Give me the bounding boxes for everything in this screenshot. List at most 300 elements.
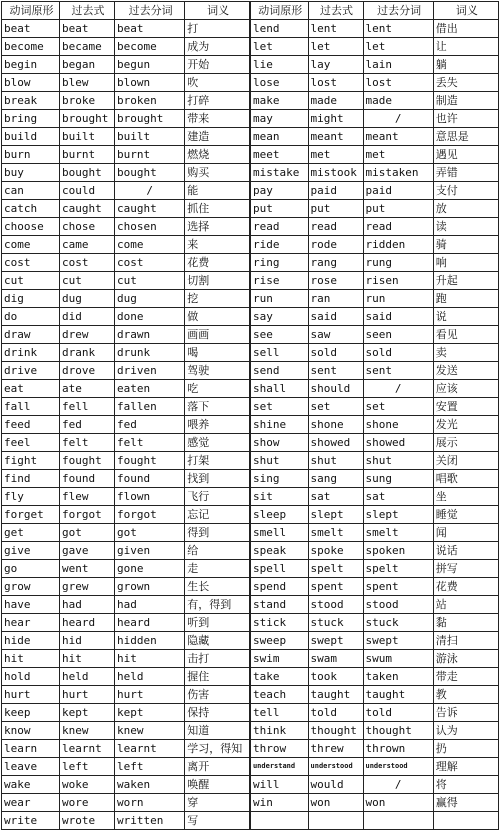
meaning-cell: 卖 — [433, 344, 498, 362]
past-participle-cell: cut — [115, 272, 185, 290]
meaning-cell: 离开 — [185, 758, 250, 776]
meaning-cell: 看见 — [433, 326, 498, 344]
past-participle-cell: ridden — [363, 236, 433, 254]
meaning-cell: 说话 — [433, 542, 498, 560]
meaning-cell: 喝 — [185, 344, 250, 362]
past-tense-cell: stood — [308, 596, 363, 614]
meaning-cell: 伤害 — [185, 686, 250, 704]
header-meaning-right: 词义 — [433, 2, 498, 20]
base-form-cell: show — [250, 434, 308, 452]
past-participle-cell: dug — [115, 290, 185, 308]
past-tense-cell: gave — [60, 542, 115, 560]
table-row — [2, 506, 499, 524]
base-form-cell: wear — [2, 794, 60, 812]
base-form-cell: spell — [250, 560, 308, 578]
meaning-cell: 告诉 — [433, 704, 498, 722]
past-tense-cell: left — [60, 758, 115, 776]
past-participle-cell: drunk — [115, 344, 185, 362]
meaning-cell: 打碎 — [185, 92, 250, 110]
past-participle-cell: lain — [363, 56, 433, 74]
past-tense-cell: showed — [308, 434, 363, 452]
base-form-cell: sit — [250, 488, 308, 506]
past-participle-cell: come — [115, 236, 185, 254]
meaning-cell: 响 — [433, 254, 498, 272]
past-participle-cell: cost — [115, 254, 185, 272]
meaning-cell: 弄错 — [433, 164, 498, 182]
table-row — [2, 470, 499, 488]
past-participle-cell: drawn — [115, 326, 185, 344]
base-form-cell: meet — [250, 146, 308, 164]
table-row — [2, 758, 499, 776]
base-form-cell: win — [250, 794, 308, 812]
base-form-cell: shall — [250, 380, 308, 398]
base-form-cell: break — [2, 92, 60, 110]
base-form-cell: mistake — [250, 164, 308, 182]
meaning-cell: 落下 — [185, 398, 250, 416]
past-tense-cell: should — [308, 380, 363, 398]
past-tense-cell: swept — [308, 632, 363, 650]
base-form-cell: drink — [2, 344, 60, 362]
base-form-cell: let — [250, 38, 308, 56]
past-participle-cell: hit — [115, 650, 185, 668]
base-form-cell: see — [250, 326, 308, 344]
past-tense-cell: fought — [60, 452, 115, 470]
table-row — [2, 344, 499, 362]
meaning-cell: 保持 — [185, 704, 250, 722]
base-form-cell: keep — [2, 704, 60, 722]
base-form-cell: get — [2, 524, 60, 542]
past-participle-cell: driven — [115, 362, 185, 380]
past-tense-cell: took — [308, 668, 363, 686]
past-tense-cell: might — [308, 110, 363, 128]
meaning-cell: 清扫 — [433, 632, 498, 650]
meaning-cell: 拼写 — [433, 560, 498, 578]
base-form-cell: forget — [2, 506, 60, 524]
base-form-cell: draw — [2, 326, 60, 344]
meaning-cell: 展示 — [433, 434, 498, 452]
meaning-cell: 关闭 — [433, 452, 498, 470]
past-tense-cell: fed — [60, 416, 115, 434]
table-row — [2, 668, 499, 686]
base-form-cell: come — [2, 236, 60, 254]
past-participle-cell: beat — [115, 20, 185, 38]
base-form-cell: swim — [250, 650, 308, 668]
table-row — [2, 92, 499, 110]
base-form-cell: eat — [2, 380, 60, 398]
past-tense-cell: read — [308, 218, 363, 236]
past-participle-cell: stood — [363, 596, 433, 614]
meaning-cell: 能 — [185, 182, 250, 200]
base-form-cell: hit — [2, 650, 60, 668]
past-participle-cell: thought — [363, 722, 433, 740]
meaning-cell — [433, 812, 498, 830]
past-tense-cell: forgot — [60, 506, 115, 524]
past-tense-cell: fell — [60, 398, 115, 416]
past-participle-cell: stuck — [363, 614, 433, 632]
past-participle-cell: seen — [363, 326, 433, 344]
table-row — [2, 326, 499, 344]
meaning-cell: 建造 — [185, 128, 250, 146]
past-tense-cell: flew — [60, 488, 115, 506]
meaning-cell: 走 — [185, 560, 250, 578]
base-form-cell: sing — [250, 470, 308, 488]
past-tense-cell: chose — [60, 218, 115, 236]
past-tense-cell: came — [60, 236, 115, 254]
meaning-cell: 骑 — [433, 236, 498, 254]
meaning-cell: 击打 — [185, 650, 250, 668]
past-tense-cell: swam — [308, 650, 363, 668]
past-tense-cell: burnt — [60, 146, 115, 164]
past-participle-cell: lent — [363, 20, 433, 38]
past-participle-cell: hurt — [115, 686, 185, 704]
base-form-cell: take — [250, 668, 308, 686]
meaning-cell: 感觉 — [185, 434, 250, 452]
base-form-cell: set — [250, 398, 308, 416]
table-row — [2, 578, 499, 596]
base-form-cell: tell — [250, 704, 308, 722]
base-form-cell: pay — [250, 182, 308, 200]
meaning-cell: 认为 — [433, 722, 498, 740]
past-participle-cell: fed — [115, 416, 185, 434]
past-tense-cell: taught — [308, 686, 363, 704]
past-participle-cell: begun — [115, 56, 185, 74]
meaning-cell: 花费 — [433, 578, 498, 596]
past-tense-cell: wrote — [60, 812, 115, 830]
past-participle-cell: risen — [363, 272, 433, 290]
base-form-cell: may — [250, 110, 308, 128]
past-participle-cell: broken — [115, 92, 185, 110]
past-participle-cell: thrown — [363, 740, 433, 758]
past-tense-cell: saw — [308, 326, 363, 344]
base-form-cell: throw — [250, 740, 308, 758]
past-tense-cell: told — [308, 704, 363, 722]
past-tense-cell: drove — [60, 362, 115, 380]
table-row — [2, 218, 499, 236]
meaning-cell: 支付 — [433, 182, 498, 200]
base-form-cell: learn — [2, 740, 60, 758]
meaning-cell: 遇见 — [433, 146, 498, 164]
past-participle-cell: spelt — [363, 560, 433, 578]
past-participle-cell: sat — [363, 488, 433, 506]
past-participle-cell: spent — [363, 578, 433, 596]
table-row — [2, 452, 499, 470]
past-tense-cell: dug — [60, 290, 115, 308]
past-participle-cell: said — [363, 308, 433, 326]
past-participle-cell: taken — [363, 668, 433, 686]
past-tense-cell — [308, 812, 363, 830]
past-tense-cell: sang — [308, 470, 363, 488]
past-tense-cell: learnt — [60, 740, 115, 758]
meaning-cell: 得到 — [185, 524, 250, 542]
base-form-cell: bring — [2, 110, 60, 128]
past-tense-cell: brought — [60, 110, 115, 128]
base-form-cell: go — [2, 560, 60, 578]
past-participle-cell: sung — [363, 470, 433, 488]
past-tense-cell: lay — [308, 56, 363, 74]
past-tense-cell: wore — [60, 794, 115, 812]
meaning-cell: 画画 — [185, 326, 250, 344]
meaning-cell: 躺 — [433, 56, 498, 74]
past-tense-cell: lent — [308, 20, 363, 38]
past-tense-cell: would — [308, 776, 363, 794]
table-row — [2, 254, 499, 272]
meaning-cell: 购买 — [185, 164, 250, 182]
base-form-cell: feel — [2, 434, 60, 452]
meaning-cell: 花费 — [185, 254, 250, 272]
past-participle-cell: swept — [363, 632, 433, 650]
meaning-cell: 丢失 — [433, 74, 498, 92]
base-form-cell: lose — [250, 74, 308, 92]
base-form-cell: lie — [250, 56, 308, 74]
past-participle-cell: sent — [363, 362, 433, 380]
past-tense-cell: held — [60, 668, 115, 686]
past-participle-cell: taught — [363, 686, 433, 704]
past-participle-cell: swum — [363, 650, 433, 668]
past-participle-cell: put — [363, 200, 433, 218]
past-tense-cell: won — [308, 794, 363, 812]
past-participle-cell: learnt — [115, 740, 185, 758]
past-tense-cell: built — [60, 128, 115, 146]
base-form-cell: find — [2, 470, 60, 488]
table-row — [2, 542, 499, 560]
meaning-cell: 站 — [433, 596, 498, 614]
base-form-cell: mean — [250, 128, 308, 146]
past-tense-cell: got — [60, 524, 115, 542]
table-row — [2, 56, 499, 74]
past-participle-cell: let — [363, 38, 433, 56]
base-form-cell: feed — [2, 416, 60, 434]
base-form-cell: hold — [2, 668, 60, 686]
meaning-cell: 安置 — [433, 398, 498, 416]
meaning-cell: 制造 — [433, 92, 498, 110]
base-form-cell: blow — [2, 74, 60, 92]
past-participle-cell: paid — [363, 182, 433, 200]
past-tense-cell: drank — [60, 344, 115, 362]
table-row — [2, 524, 499, 542]
past-tense-cell: beat — [60, 20, 115, 38]
meaning-cell: 唱歌 — [433, 470, 498, 488]
past-participle-cell: mistaken — [363, 164, 433, 182]
meaning-cell: 抓住 — [185, 200, 250, 218]
meaning-cell: 也许 — [433, 110, 498, 128]
meaning-cell: 带来 — [185, 110, 250, 128]
meaning-cell: 听到 — [185, 614, 250, 632]
meaning-cell: 燃烧 — [185, 146, 250, 164]
table-row — [2, 236, 499, 254]
meaning-cell: 切割 — [185, 272, 250, 290]
base-form-cell: will — [250, 776, 308, 794]
base-form-cell: leave — [2, 758, 60, 776]
past-participle-cell: shut — [363, 452, 433, 470]
past-tense-cell: blew — [60, 74, 115, 92]
past-tense-cell: rang — [308, 254, 363, 272]
meaning-cell: 打架 — [185, 452, 250, 470]
meaning-cell: 发送 — [433, 362, 498, 380]
base-form-cell: drive — [2, 362, 60, 380]
base-form-cell: buy — [2, 164, 60, 182]
base-form-cell: cut — [2, 272, 60, 290]
table-row — [2, 416, 499, 434]
meaning-cell: 隐藏 — [185, 632, 250, 650]
table-row — [2, 722, 499, 740]
meaning-cell: 忘记 — [185, 506, 250, 524]
table-row — [2, 200, 499, 218]
base-form-cell: hurt — [2, 686, 60, 704]
past-tense-cell: ran — [308, 290, 363, 308]
past-tense-cell: spoke — [308, 542, 363, 560]
past-participle-cell: meant — [363, 128, 433, 146]
past-tense-cell: met — [308, 146, 363, 164]
past-tense-cell: went — [60, 560, 115, 578]
meaning-cell: 说 — [433, 308, 498, 326]
past-tense-cell: meant — [308, 128, 363, 146]
meaning-cell: 应该 — [433, 380, 498, 398]
past-participle-cell: / — [363, 776, 433, 794]
past-tense-cell: drew — [60, 326, 115, 344]
base-form-cell: fight — [2, 452, 60, 470]
meaning-cell: 黏 — [433, 614, 498, 632]
meaning-cell: 吹 — [185, 74, 250, 92]
table-row — [2, 632, 499, 650]
meaning-cell: 赢得 — [433, 794, 498, 812]
past-tense-cell: set — [308, 398, 363, 416]
meaning-cell: 来 — [185, 236, 250, 254]
base-form-cell: begin — [2, 56, 60, 74]
past-participle-cell: met — [363, 146, 433, 164]
base-form-cell: lend — [250, 20, 308, 38]
past-tense-cell: caught — [60, 200, 115, 218]
past-participle-cell: made — [363, 92, 433, 110]
meaning-cell: 带走 — [433, 668, 498, 686]
header-past-participle-left: 过去分词 — [115, 2, 185, 20]
past-tense-cell: mistook — [308, 164, 363, 182]
table-row — [2, 146, 499, 164]
past-tense-cell: grew — [60, 578, 115, 596]
base-form-cell: rise — [250, 272, 308, 290]
meaning-cell: 唤醒 — [185, 776, 250, 794]
past-tense-cell: found — [60, 470, 115, 488]
past-tense-cell: ate — [60, 380, 115, 398]
past-participle-cell: knew — [115, 722, 185, 740]
table-row — [2, 650, 499, 668]
past-tense-cell: said — [308, 308, 363, 326]
past-participle-cell: / — [363, 110, 433, 128]
base-form-cell: send — [250, 362, 308, 380]
table-row — [2, 290, 499, 308]
past-tense-cell: cost — [60, 254, 115, 272]
table-row — [2, 38, 499, 56]
meaning-cell: 放 — [433, 200, 498, 218]
past-tense-cell: did — [60, 308, 115, 326]
meaning-cell: 开始 — [185, 56, 250, 74]
past-participle-cell: fallen — [115, 398, 185, 416]
past-tense-cell: understood — [308, 758, 363, 776]
base-form-cell: give — [2, 542, 60, 560]
past-participle-cell: burnt — [115, 146, 185, 164]
past-participle-cell: done — [115, 308, 185, 326]
header-past-participle-right: 过去分词 — [363, 2, 433, 20]
base-form-cell: sell — [250, 344, 308, 362]
past-participle-cell: written — [115, 812, 185, 830]
meaning-cell: 理解 — [433, 758, 498, 776]
past-tense-cell: slept — [308, 506, 363, 524]
header-base-form-left: 动词原形 — [2, 2, 60, 20]
past-tense-cell: sent — [308, 362, 363, 380]
past-tense-cell: rose — [308, 272, 363, 290]
past-participle-cell: felt — [115, 434, 185, 452]
past-participle-cell: run — [363, 290, 433, 308]
base-form-cell: ride — [250, 236, 308, 254]
past-tense-cell: woke — [60, 776, 115, 794]
meaning-cell: 打 — [185, 20, 250, 38]
meaning-cell: 选择 — [185, 218, 250, 236]
past-tense-cell: let — [308, 38, 363, 56]
meaning-cell: 教 — [433, 686, 498, 704]
past-tense-cell: made — [308, 92, 363, 110]
meaning-cell: 游泳 — [433, 650, 498, 668]
base-form-cell: spend — [250, 578, 308, 596]
past-participle-cell: bought — [115, 164, 185, 182]
past-tense-cell: could — [60, 182, 115, 200]
past-participle-cell: lost — [363, 74, 433, 92]
past-tense-cell: sold — [308, 344, 363, 362]
table-row — [2, 596, 499, 614]
base-form-cell: sweep — [250, 632, 308, 650]
base-form-cell: put — [250, 200, 308, 218]
base-form-cell: beat — [2, 20, 60, 38]
past-tense-cell: knew — [60, 722, 115, 740]
base-form-cell: stand — [250, 596, 308, 614]
table-row — [2, 362, 499, 380]
meaning-cell: 给 — [185, 542, 250, 560]
base-form-cell: read — [250, 218, 308, 236]
past-tense-cell: smelt — [308, 524, 363, 542]
past-tense-cell: had — [60, 596, 115, 614]
meaning-cell: 意思是 — [433, 128, 498, 146]
past-tense-cell: put — [308, 200, 363, 218]
base-form-cell: speak — [250, 542, 308, 560]
base-form-cell: say — [250, 308, 308, 326]
past-participle-cell — [363, 812, 433, 830]
meaning-cell: 喂养 — [185, 416, 250, 434]
past-participle-cell: shone — [363, 416, 433, 434]
table-row — [2, 20, 499, 38]
base-form-cell: choose — [2, 218, 60, 236]
meaning-cell: 借出 — [433, 20, 498, 38]
past-participle-cell: flown — [115, 488, 185, 506]
past-participle-cell: heard — [115, 614, 185, 632]
past-participle-cell: built — [115, 128, 185, 146]
base-form-cell: write — [2, 812, 60, 830]
past-tense-cell: hurt — [60, 686, 115, 704]
base-form-cell: burn — [2, 146, 60, 164]
meaning-cell: 闻 — [433, 524, 498, 542]
base-form-cell: build — [2, 128, 60, 146]
table-row — [2, 704, 499, 722]
past-tense-cell: hit — [60, 650, 115, 668]
past-participle-cell: caught — [115, 200, 185, 218]
past-participle-cell: grown — [115, 578, 185, 596]
meaning-cell: 有，得到 — [185, 596, 250, 614]
base-form-cell: catch — [2, 200, 60, 218]
meaning-cell: 找到 — [185, 470, 250, 488]
table-row — [2, 686, 499, 704]
base-form-cell: fly — [2, 488, 60, 506]
base-form-cell: can — [2, 182, 60, 200]
past-participle-cell: got — [115, 524, 185, 542]
meaning-cell: 握住 — [185, 668, 250, 686]
meaning-cell: 挖 — [185, 290, 250, 308]
